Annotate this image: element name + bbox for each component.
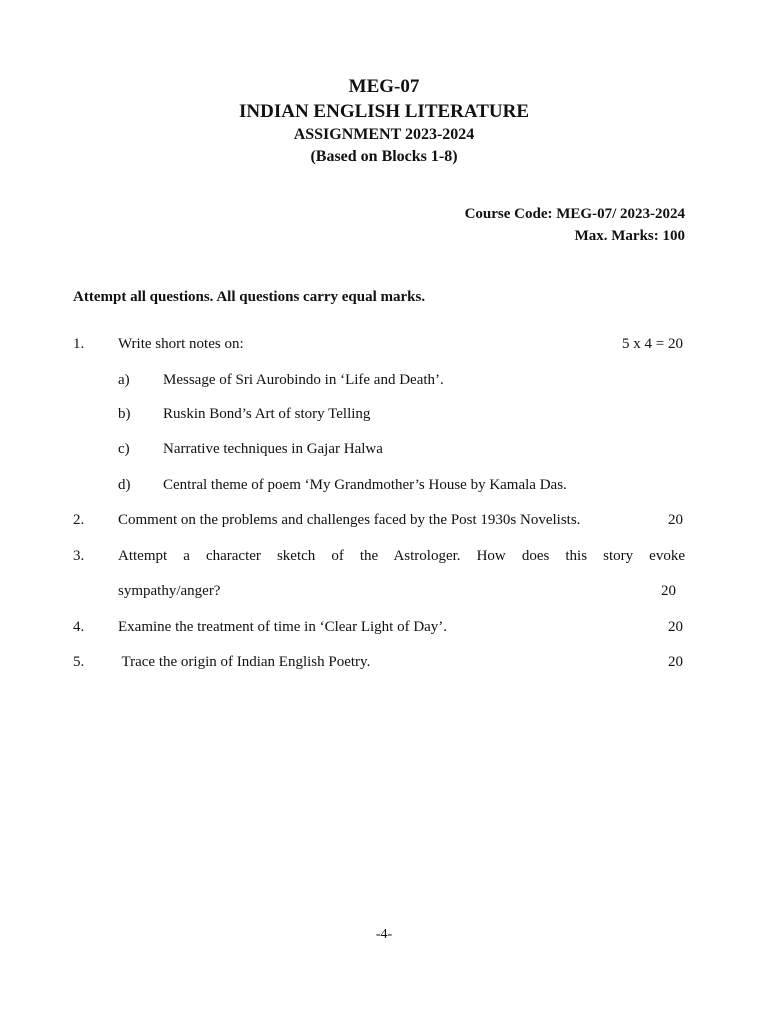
question-number: 2. [73,512,85,528]
sub-question-text: Message of Sri Aurobindo in ‘Life and Death’. [163,372,444,388]
question-text: Comment on the problems and challenges faced by the Post 1930s Novelists. [118,512,581,528]
course-id-heading: MEG-07 [348,76,420,97]
sub-question-label: d) [118,477,131,493]
question-number: 1. [73,336,85,352]
question-text: Trace the origin of Indian English Poetry. [118,654,371,670]
course-code: Course Code: MEG-07/ 2023-2024 [464,206,685,222]
question-marks: 5 x 4 = 20 [622,336,683,352]
question-text: Write short notes on: [118,336,244,352]
sub-question-label: a) [118,372,130,388]
question-marks: 20 [668,512,683,528]
question-number: 3. [73,548,85,564]
sub-question-label: b) [118,406,131,422]
question-marks: 20 [668,619,683,635]
instruction-text: Attempt all questions. All questions carry equal marks. [73,289,426,305]
question-text-line-1: Attempt a character sketch of the Astrologer. How does this story evoke [118,548,685,564]
sub-question-text: Central theme of poem ‘My Grandmother’s House by Kamala Das. [163,477,567,493]
question-text: Examine the treatment of time in ‘Clear Light of Day’. [118,619,448,635]
question-text-line-2: sympathy/anger? [118,583,221,599]
question-marks: 20 [661,583,676,599]
question-marks: 20 [668,654,683,670]
page-number: -4- [375,927,393,942]
sub-question-label: c) [118,441,130,457]
sub-question-text: Narrative techniques in Gajar Halwa [163,441,383,457]
course-title-heading: INDIAN ENGLISH LITERATURE [239,101,529,122]
assignment-heading: ASSIGNMENT 2023-2024 [293,126,475,143]
blocks-subheading: (Based on Blocks 1-8) [310,148,458,165]
max-marks: Max. Marks: 100 [574,228,685,244]
sub-question-text: Ruskin Bond’s Art of story Telling [163,406,371,422]
question-number: 4. [73,619,85,635]
question-number: 5. [73,654,85,670]
